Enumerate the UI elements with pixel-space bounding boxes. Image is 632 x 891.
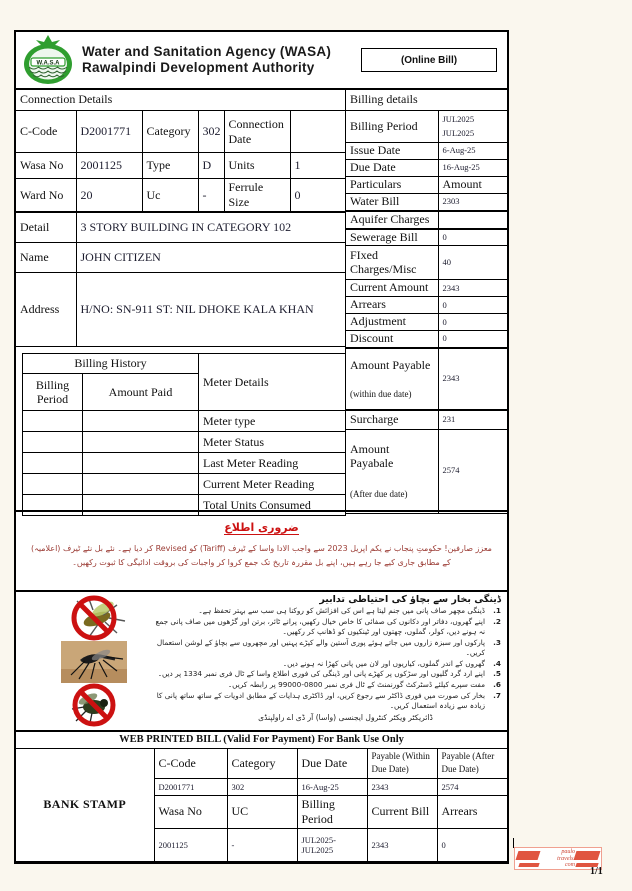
billing-history-cell: [83, 411, 199, 432]
billing-period-line1: JUL2025: [442, 113, 475, 124]
dengue-advisory-section: [16, 590, 507, 730]
wasa-no-label: Wasa No: [16, 153, 76, 179]
watermark-line3: com: [565, 862, 575, 869]
bank-billing-period-label: Billing Period: [297, 795, 367, 828]
total-units-consumed-label: Total Units Consumed: [199, 495, 345, 516]
dengue-item-7: [150, 691, 501, 712]
units-label: Units: [224, 153, 290, 179]
billing-period-label: Billing Period: [346, 111, 438, 143]
svg-text:W.A.S.A: W.A.S.A: [36, 60, 60, 67]
detail-value: 3 STORY BUILDING IN CATEGORY 102: [76, 213, 345, 243]
no-mosquito-sign-icon: [59, 595, 129, 641]
urgent-notice-body: معزز صارفین! حکومتِ پنجاب نے یکم اپریل 2023 سے واجب الادا واسا کے ٹیرف (Tariff) کو Revised کر دیا ہے۔ نئے بل نئے ٹیرف (اعلامیہ) کے مطابق جاری کیے جا رہے ہیں، اپنے بل مقررہ تاریخ تک جمع کروا کر واجبات کی بروقت ادائیگی کا ثبوت رکھیں۔: [31, 544, 492, 567]
units-value: 1: [290, 153, 345, 179]
bill-main: [16, 90, 507, 510]
billing-details-panel: [346, 90, 507, 510]
watermark-bar: [516, 851, 541, 860]
billing-details-title: Billing details: [350, 92, 418, 106]
c-code-label: C-Code: [16, 111, 76, 153]
dengue-item-text: اپنے ارد گرد گلیوں اور سڑکوں پر کھڑے پانی اور ڈینگی کی فوری اطلاع واسا کے ٹال فری نمبر 1334 پر دیں۔: [157, 669, 485, 679]
c-code-value: D2001771: [76, 111, 142, 153]
meter-type-label: Meter type: [199, 411, 345, 432]
dengue-item-3: [150, 638, 501, 659]
fixed-charges-label: FIxed Charges/Misc: [346, 246, 438, 280]
amount-payable-after-line3: (After due date): [350, 488, 408, 499]
dengue-item-number: .7: [493, 690, 501, 700]
bank-billing-period-line2: JUL2025: [301, 844, 334, 855]
dengue-item-6: [150, 680, 501, 691]
bank-arrears-value: 0: [437, 828, 507, 861]
agency-title: [82, 44, 331, 75]
due-date-label: Due Date: [346, 160, 438, 177]
billing-history-cell: [83, 474, 199, 495]
watermark-line2: travels.: [557, 855, 575, 862]
bank-uc-value: -: [227, 828, 297, 861]
bank-category-label: Category: [227, 748, 297, 778]
bank-table-title: WEB PRINTED BILL (Valid For Payment) For Bank Use Only: [16, 731, 507, 748]
bank-payable-within-value: 2343: [367, 778, 437, 795]
billing-history-cell: [83, 453, 199, 474]
issue-date-value: 6-Aug-25: [438, 143, 507, 160]
bank-billing-period-value: [297, 828, 367, 861]
type-label: Type: [142, 153, 198, 179]
dengue-item-2: [150, 617, 501, 638]
dengue-item-number: .5: [493, 669, 501, 679]
billing-period-value: [438, 111, 507, 143]
current-amount-label: Current Amount: [346, 280, 438, 297]
particulars-header: Particulars: [346, 177, 438, 194]
watermark-text: [541, 849, 575, 869]
arrears-label: Arrears: [346, 297, 438, 314]
dengue-item-5: [150, 669, 501, 680]
wasa-logo-icon: [22, 34, 74, 86]
bank-arrears-label: Arrears: [437, 795, 507, 828]
online-bill-badge: (Online Bill): [361, 48, 497, 72]
billing-details-table: [346, 110, 507, 514]
current-amount-value: 2343: [438, 280, 507, 297]
meter-status-label: Meter Status: [199, 432, 345, 453]
billing-history-cell: [23, 453, 83, 474]
dengue-item-text: گھروں کے اندر گملوں، کیاریوں اور لان میں پانی کھڑا نہ ہونے دیں۔: [282, 658, 485, 668]
amount-payable-within-value: 2343: [438, 348, 507, 410]
meter-details-table: [199, 353, 345, 516]
address-value: H/NO: SN-911 ST: NIL DHOKE KALA KHAN: [76, 273, 345, 347]
no-fly-sign-icon: [62, 683, 126, 727]
bank-payable-after-value: 2574: [437, 778, 507, 795]
last-meter-reading-label: Last Meter Reading: [199, 453, 345, 474]
billing-history-table: [22, 353, 199, 516]
connection-details-panel: [16, 90, 346, 510]
amount-payable-within-label: [346, 348, 438, 410]
fixed-charges-value: 40: [438, 246, 507, 280]
bank-uc-label: UC: [227, 795, 297, 828]
bank-wasa-no-label: Wasa No: [154, 795, 227, 828]
amount-payable-within-line2: (within due date): [350, 388, 412, 399]
detail-label: Detail: [16, 213, 76, 243]
dengue-text-column: [146, 592, 507, 730]
ferrule-size-label: Ferrule Size: [224, 179, 290, 212]
watermark-logo: [514, 847, 602, 870]
sewerage-bill-label: Sewerage Bill: [346, 229, 438, 246]
dengue-item-text: ڈینگی مچھر صاف پانی میں جنم لیتا ہے اس کی افزائش کو روکنا ہی سب سے بہتر تحفظ ہے۔: [198, 606, 485, 615]
billing-history-cell: [23, 432, 83, 453]
dengue-item-text: پارکوں اور سبزہ زاروں میں جاتے ہوئے پوری آستین والے کپڑے پہنیں اور مچھروں سے بچاؤ کے لوشن استعمال کریں۔: [156, 637, 485, 658]
bank-c-code-label: C-Code: [154, 748, 227, 778]
amount-paid-col-header: Amount Paid: [83, 374, 199, 411]
agency-name-line2: Rawalpindi Development Authority: [82, 60, 315, 75]
dengue-item-number: .3: [493, 637, 501, 647]
arrears-value: 0: [438, 297, 507, 314]
mosquito-photo: [61, 641, 127, 683]
watermark-bar: [574, 851, 601, 860]
billing-history-cell: [83, 495, 199, 516]
bank-stamp-area: BANK STAMP: [16, 748, 154, 861]
dengue-item-4: [150, 659, 501, 670]
dengue-item-number: .2: [493, 616, 501, 626]
water-bill-label: Water Bill: [346, 194, 438, 211]
wasa-no-value: 2001125: [76, 153, 142, 179]
adjustment-value: 0: [438, 314, 507, 331]
dengue-item-text: اپنے گھروں، دفاتر اور دکانوں کی صفائی کا خاص خیال رکھیں، پرانے ٹائر، برتن اور گڑھوں میں صاف پانی جمع نہ ہونے دیں، کولر، گملوں، چھتوں اور ٹینکیوں کو ڈھانپ کر رکھیں۔: [155, 616, 485, 637]
bank-due-date-value: 16-Aug-25: [297, 778, 367, 795]
dengue-item-number: .4: [493, 658, 501, 668]
amount-payable-after-line2: Payabale: [350, 456, 394, 471]
ferrule-size-value: 0: [290, 179, 345, 212]
dengue-signature: ڈائریکٹر ویکٹر کنٹرول ایجنسی (واسا) آر ڈی اے راولپنڈی: [258, 712, 433, 722]
bank-billing-period-line1: JUL2025-: [301, 834, 336, 845]
bank-payable-within-label: Payable (Within Due Date): [367, 748, 437, 778]
address-label: Address: [16, 273, 76, 347]
type-value: D: [198, 153, 224, 179]
urgent-notice-section: [16, 510, 507, 590]
agency-name-line1: Water and Sanitation Agency (WASA): [82, 44, 332, 60]
dengue-item-number: .1: [493, 606, 501, 615]
page-number: 1/1: [590, 866, 603, 877]
connection-date-value: [290, 111, 345, 153]
uc-value: -: [198, 179, 224, 212]
billing-history-cell: [83, 432, 199, 453]
billing-history-cell: [23, 411, 83, 432]
aquifer-charges-value: [438, 211, 507, 229]
amount-payable-after-line1: Amount: [350, 442, 390, 457]
dengue-item-text: مفت سپرے کیلئے ڈسٹرکٹ گورنمنٹ کے ٹال فری نمبر 0800-99000 پر رابطہ کریں۔: [227, 680, 485, 690]
watermark-line1: paulo: [561, 849, 575, 855]
surcharge-label: Surcharge: [346, 410, 438, 429]
adjustment-label: Adjustment: [346, 314, 438, 331]
bank-c-code-value: D2001771: [154, 778, 227, 795]
dengue-item-text: بخار کی صورت میں فوری ڈاکٹر سے رجوع کریں، اور ڈاکٹری ہدایات کے مطابق ادویات کے ساتھ ساتھ پانی کا زیادہ سے زیادہ استعمال کریں۔: [156, 690, 485, 711]
surcharge-value: 231: [438, 410, 507, 429]
sewerage-bill-value: 0: [438, 229, 507, 246]
billing-history-cell: [23, 495, 83, 516]
connection-details-title: Connection Details: [20, 92, 113, 106]
dengue-heading: ڈینگی بخار سے بچاؤ کی احتیاطی تدابیر: [319, 594, 501, 605]
amount-payable-after-value: 2574: [438, 429, 507, 513]
bank-wasa-no-value: 2001125: [154, 828, 227, 861]
bank-payment-table: [16, 730, 507, 862]
bank-due-date-label: Due Date: [297, 748, 367, 778]
connection-date-label: Connection Date: [224, 111, 290, 153]
name-label: Name: [16, 243, 76, 273]
dengue-item-number: .6: [493, 680, 501, 690]
meter-details-title: Meter Details: [199, 354, 345, 411]
issue-date-label: Issue Date: [346, 143, 438, 160]
current-meter-reading-label: Current Meter Reading: [199, 474, 345, 495]
urgent-notice-heading: ضروری اطلاع: [224, 521, 299, 534]
connection-table: [16, 110, 345, 212]
billing-history-cell: [23, 474, 83, 495]
bank-payable-after-label: Payable (After Due Date): [437, 748, 507, 778]
dengue-images-column: [16, 592, 146, 730]
billing-period-col-header: Billing Period: [23, 374, 83, 411]
bill-header: [16, 32, 507, 90]
bank-category-value: 302: [227, 778, 297, 795]
ward-no-label: Ward No: [16, 179, 76, 212]
aquifer-charges-label: Aquifer Charges: [346, 211, 438, 229]
bill-document: [14, 30, 509, 864]
name-value: JOHN CITIZEN: [76, 243, 345, 273]
customer-table: [16, 212, 345, 347]
due-date-value: 16-Aug-25: [438, 160, 507, 177]
bank-current-bill-value: 2343: [367, 828, 437, 861]
billing-history-title: Billing History: [23, 354, 199, 374]
dengue-item-1: [150, 606, 501, 617]
history-meter-section: [16, 353, 345, 516]
billing-period-line2: JUL2025: [442, 127, 475, 138]
discount-value: 0: [438, 331, 507, 348]
watermark-bar: [518, 863, 539, 867]
bank-current-bill-label: Current Bill: [367, 795, 437, 828]
category-label: Category: [142, 111, 198, 153]
ward-no-value: 20: [76, 179, 142, 212]
amount-payable-within-line1: Amount Payable: [350, 358, 431, 373]
amount-header: Amount: [438, 177, 507, 194]
water-bill-value: 2303: [438, 194, 507, 211]
discount-label: Discount: [346, 331, 438, 348]
amount-payable-after-label: [346, 429, 438, 513]
uc-label: Uc: [142, 179, 198, 212]
category-value: 302: [198, 111, 224, 153]
